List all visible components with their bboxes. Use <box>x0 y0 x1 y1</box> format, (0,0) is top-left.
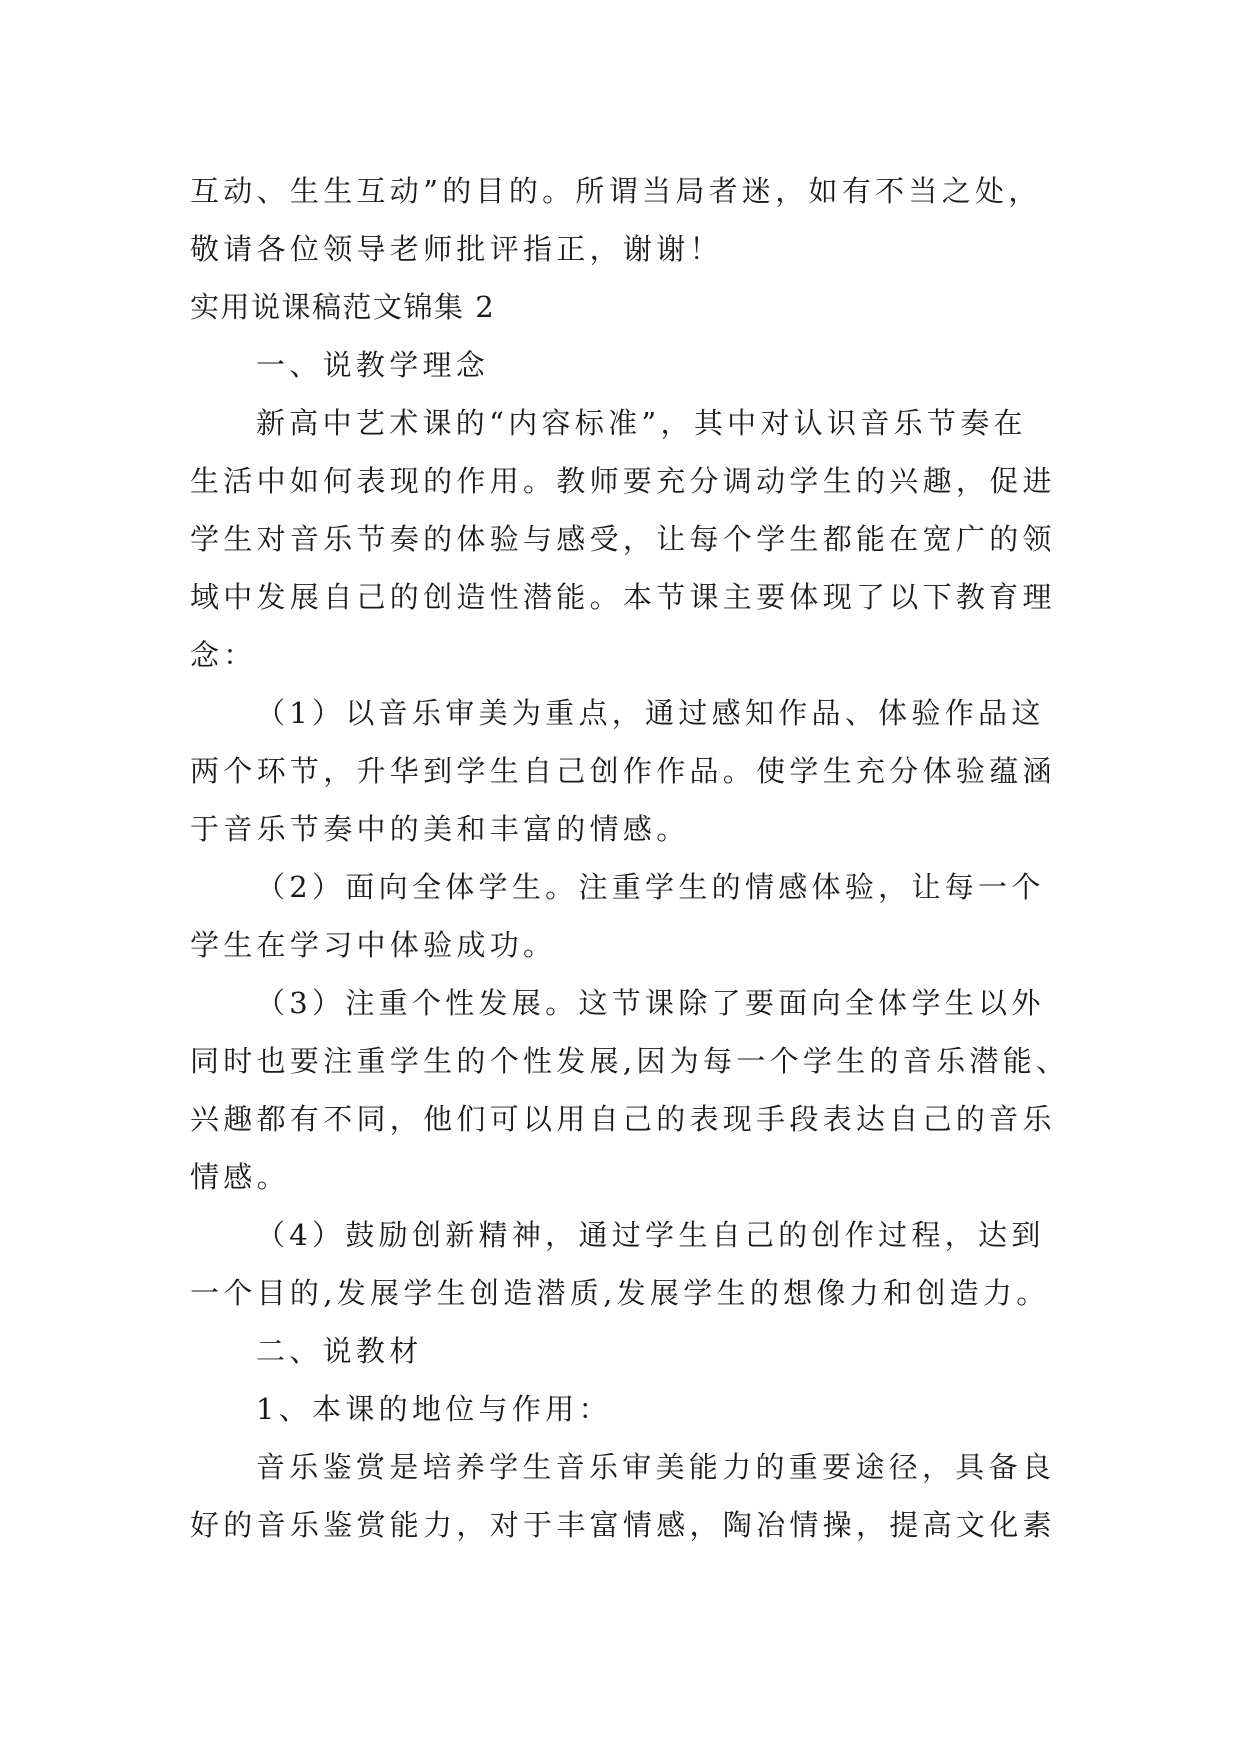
text-line: 学生对音乐节奏的体验与感受，让每个学生都能在宽广的领 <box>190 522 1056 556</box>
text-line: 好的音乐鉴赏能力，对于丰富情感，陶冶情操，提高文化素 <box>190 1508 1056 1542</box>
document-body <box>190 162 1070 1554</box>
text-line: 同时也要注重学生的个性发展,因为每一个学生的音乐潜能、 <box>190 1044 1070 1078</box>
text-line: （3）注重个性发展。这节课除了要面向全体学生以外 <box>256 986 1045 1020</box>
text-line: 情感。 <box>190 1160 290 1194</box>
text-line: 两个环节，升华到学生自己创作作品。使学生充分体验蕴涵 <box>190 754 1056 788</box>
text-line: 念： <box>190 638 257 672</box>
text-line: 敬请各位领导老师批评指正，谢谢！ <box>190 232 723 266</box>
text-line: 新高中艺术课的“内容标准”，其中对认识音乐节奏在 <box>256 406 1027 440</box>
section-title: 实用说课稿范文锦集 2 <box>190 290 496 324</box>
text-line: 一个目的,发展学生创造潜质,发展学生的想像力和创造力。 <box>190 1276 1050 1310</box>
text-line: 于音乐节奏中的美和丰富的情感。 <box>190 812 690 846</box>
text-line: 互动、生生互动”的目的。所谓当局者迷，如有不当之处， <box>190 174 1042 208</box>
text-line: 兴趣都有不同，他们可以用自己的表现手段表达自己的音乐 <box>190 1102 1056 1136</box>
text-line: 生活中如何表现的作用。教师要充分调动学生的兴趣，促进 <box>190 464 1056 498</box>
heading-textbook: 二、说教材 <box>256 1334 423 1368</box>
heading-teaching-philosophy: 一、说教学理念 <box>256 348 490 382</box>
subheading-position-role: 1、本课的地位与作用： <box>256 1392 612 1426</box>
text-line: 域中发展自己的创造性潜能。本节课主要体现了以下教育理 <box>190 580 1056 614</box>
text-line: 学生在学习中体验成功。 <box>190 928 557 962</box>
text-line: （2）面向全体学生。注重学生的情感体验，让每一个 <box>256 870 1045 904</box>
text-line: （1）以音乐审美为重点，通过感知作品、体验作品这 <box>256 696 1045 730</box>
text-line: （4）鼓励创新精神，通过学生自己的创作过程，达到 <box>256 1218 1045 1252</box>
text-line: 音乐鉴赏是培养学生音乐审美能力的重要途径，具备良 <box>256 1450 1056 1484</box>
